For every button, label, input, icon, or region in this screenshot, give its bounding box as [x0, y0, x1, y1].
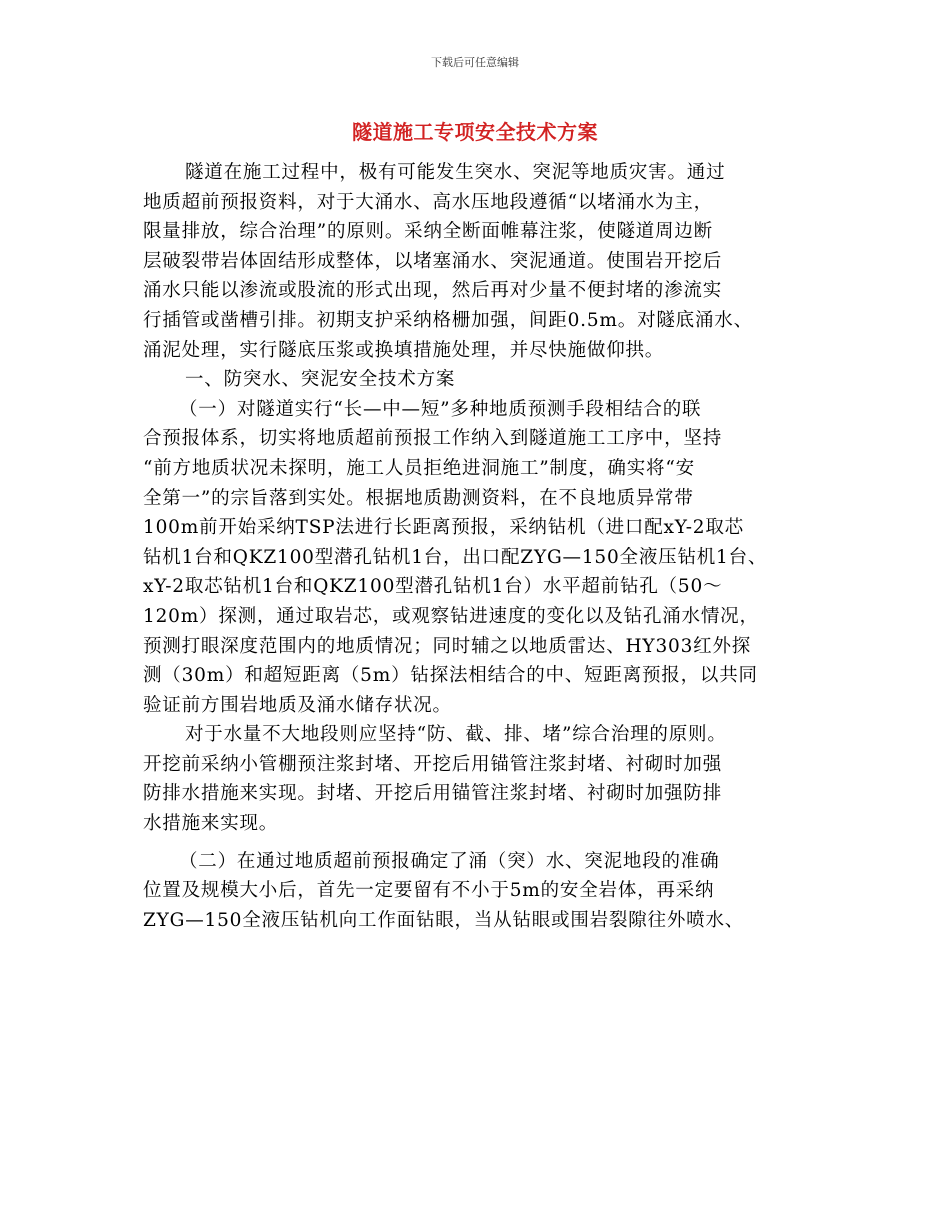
paragraph-gap — [143, 839, 823, 847]
body-line: 开挖前采纳小管棚预注浆封堵、开挖后用锚管注浆封堵、衬砌时加强 — [143, 753, 723, 775]
body-line: 全第一”的宗旨落到实处。根据地质勘测资料，在不良地质异常带 — [143, 487, 694, 509]
body-line: ZYG—150全液压钻机向工作面钻眼，当从钻眼或围岩裂隙往外喷水、 — [143, 909, 745, 931]
section-heading: 一、防突水、突泥安全技术方案 — [185, 369, 456, 391]
body-line: 测（30m）和超短距离（5m）钻探法相结合的中、短距离预报，以共同 — [143, 665, 758, 687]
body-line: 预测打眼深度范围内的地质情况；同时辅之以地质雷达、HY303红外探 — [143, 635, 752, 657]
document-title: 隧道施工专项安全技术方案 — [352, 120, 598, 144]
body-line: 验证前方围岩地质及涌水储存状况。 — [143, 694, 452, 716]
body-line: 限量排放，综合治理”的原则。采纳全断面帷幕注浆，使隧道周边断 — [143, 221, 713, 243]
body-line: 位置及规模大小后，首先一定要留有不小于5m的安全岩体，再采纳 — [143, 880, 715, 902]
body-line: 行插管或凿槽引排。初期支护采纳格栅加强，间距0.5m。对隧底涌水、 — [143, 309, 753, 331]
body-line: 合预报体系，切实将地质超前预报工作纳入到隧道施工工序中，坚持 — [143, 428, 723, 450]
body-line: “前方地质状况未探明，施工人员拒绝进洞施工”制度，确实将“安 — [143, 457, 695, 479]
document-body — [143, 158, 823, 935]
body-line: 水措施来实现。 — [143, 813, 279, 835]
body-line: 100m前开始采纳TSP法进行长距离预报，采纳钻机（进口配xY-2取芯 — [143, 517, 744, 539]
body-line: xY-2取芯钻机1台和QKZ100型潜孔钻机1台）水平超前钻孔（50～ — [143, 576, 723, 598]
body-line: 隧道在施工过程中，极有可能发生突水、突泥等地质灾害。通过 — [185, 162, 726, 183]
body-line: 涌泥处理，实行隧底压浆或换填措施处理，并尽快施做仰拱。 — [143, 339, 665, 361]
body-line: 钻机1台和QKZ100型潜孔钻机1台，出口配ZYG—150全液压钻机1台、 — [143, 546, 768, 568]
body-line: （二）在通过地质超前预报确定了涌（突）水、突泥地段的准确 — [179, 850, 720, 872]
body-line: 防排水措施来实现。封堵、开挖后用锚管注浆封堵、衬砌时加强防排 — [143, 783, 723, 805]
body-line: 涌水只能以渗流或股流的形式出现，然后再对少量不便封堵的渗流实 — [143, 280, 723, 302]
body-line: 层破裂带岩体固结形成整体，以堵塞涌水、突泥通道。使围岩开挖后 — [143, 250, 723, 272]
body-line: 对于水量不大地段则应坚持“防、截、排、堵”综合治理的原则。 — [185, 724, 727, 746]
body-line: 地质超前预报资料，对于大涌水、高水压地段遵循“以堵涌水为主， — [143, 191, 713, 213]
body-line: 120m）探测，通过取岩芯，或观察钻进速度的变化以及钻孔涌水情况， — [143, 605, 759, 627]
body-line: （一）对隧道实行“长—中—短”多种地质预测手段相结合的联 — [179, 398, 702, 420]
header-note: 下载后可任意编辑 — [431, 56, 519, 69]
